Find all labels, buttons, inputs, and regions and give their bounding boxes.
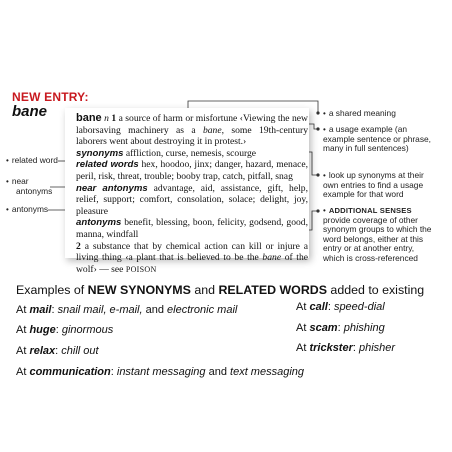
bullet-icon: • [323,171,326,180]
bullet-icon: • [323,206,326,215]
sense-definition: a substance that by chemical action can kill or injure a living thing [76,240,308,264]
entry-pos: n [104,113,109,124]
heading-emphasis: NEW SYNONYMS [87,283,191,297]
bullet-icon: • [323,109,326,118]
synonyms-list: affliction, curse, nemesis, scourge [125,147,257,159]
example-at: At [296,342,310,354]
usage-example: ‹Viewing the new laborsaving machinery as a [76,113,308,136]
example-word: communication [29,366,111,378]
annotation-shared-meaning [323,109,435,119]
example-connector: and [142,304,168,316]
annotation-lookup-synonyms [323,171,435,200]
example-at: At [16,345,30,357]
example-item [296,301,385,313]
example-synonym: speed-dial [333,301,385,313]
example-synonym: instant messaging [116,366,206,378]
annotation-text: a usage example (an example sentence or phrase, many in full sentences) [323,124,432,154]
annotation-text: related word [11,155,58,165]
example-synonym: phishing [343,322,385,334]
related-words-label: related words [76,159,139,171]
near-antonyms-label: near antonyms [76,182,148,194]
synonyms-label: synonyms [76,147,124,159]
bullet-icon: • [6,156,9,165]
connector-dot [316,111,319,114]
example-word: scam [309,322,338,334]
related-words-list: hex, hoodoo, jinx; danger, hazard, menace, peril, risk, threat, trouble; booby trap, catch, pitfall, snag [76,159,308,182]
example-colon: : [55,345,62,357]
annotation-text: antonyms [16,185,53,196]
usage-example-end: of the wolf› [76,252,309,275]
example-word: mail [29,304,52,316]
bullet-icon: • [6,205,9,214]
example-colon: : [110,366,117,378]
example-at: At [16,366,30,378]
headword-title: bane [12,103,48,120]
example-item [296,322,385,334]
example-at: At [296,301,310,313]
example-item [296,342,395,354]
example-at: At [296,322,310,334]
see-text: — see [99,263,126,275]
heading-text: Examples of [16,283,88,297]
example-item [16,304,237,316]
example-synonym: electronic mail [167,304,238,316]
example-synonym: snail mail, e-mail, [57,304,143,316]
connector-dot [316,173,319,176]
example-colon: : [327,301,334,313]
bullet-icon: • [6,177,9,186]
heading-text: and [190,283,219,297]
example-word: call [309,301,328,313]
usage-example-headword: bane [262,252,282,264]
examples-heading [16,283,424,297]
example-item [16,345,99,357]
annotation-text: antonyms [11,204,49,214]
heading-emphasis: RELATED WORDS [218,283,327,297]
example-colon: : [337,322,344,334]
example-colon: : [55,324,62,336]
example-word: relax [29,345,56,357]
example-word: trickster [309,342,353,354]
connector-dot [316,209,319,212]
entry-body [76,113,308,275]
near-antonyms-list: advantage, aid, assistance, gift, help, relief, support; comfort, consolation, solace; delight, joy, pleasure [76,182,308,217]
annotation-usage-example [323,125,435,154]
example-connector: and [205,366,231,378]
example-item [16,324,113,336]
example-item [16,366,304,378]
sense-number: 2 [76,240,81,252]
example-colon: : [51,304,58,316]
usage-example-headword: bane [202,124,222,136]
connector-dot [316,127,319,130]
dictionary-entry [76,113,308,275]
annotation-additional-senses [323,206,435,264]
annotation-text: a shared meaning [328,108,396,118]
annotation-text: provide coverage of other synonym groups to which the word belongs, either at this entry or at another entry, which is cross-referenced [323,214,432,263]
example-at: At [16,324,30,336]
example-word: huge [29,324,56,336]
sense-number: 1 [111,113,117,124]
annotation-antonyms [6,205,48,215]
example-synonym: phisher [359,342,396,354]
new-entry-label: NEW ENTRY: [12,90,89,104]
annotation-related-word [6,156,58,166]
antonyms-list: benefit, blessing, boon, felicity, godsend, good, manna, windfall [76,217,308,240]
bullet-icon: • [323,125,326,134]
annotation-near-antonyms [6,177,52,196]
example-at: At [16,304,30,316]
annotation-text: look up synonyms at their own entries to find a usage example for that word [323,170,424,200]
annotation-label: ADDITIONAL SENSES [328,206,412,215]
example-synonym: chill out [61,345,99,357]
usage-example: ‹a plant that is believed to be the [125,252,263,264]
annotation-text: near [11,176,29,186]
cross-reference-link[interactable]: POISON [125,264,157,274]
heading-text: added to existing [326,283,425,297]
antonyms-label: antonyms [76,217,122,229]
example-colon: : [352,342,359,354]
example-synonym: text messaging [230,366,304,378]
entry-headword: bane [76,112,102,124]
usage-example-end: , some 19th-century laborers went about destroying it in protest.› [76,124,309,148]
sense-definition: a source of harm or misfortune [118,113,238,124]
example-synonym: ginormous [61,324,114,336]
